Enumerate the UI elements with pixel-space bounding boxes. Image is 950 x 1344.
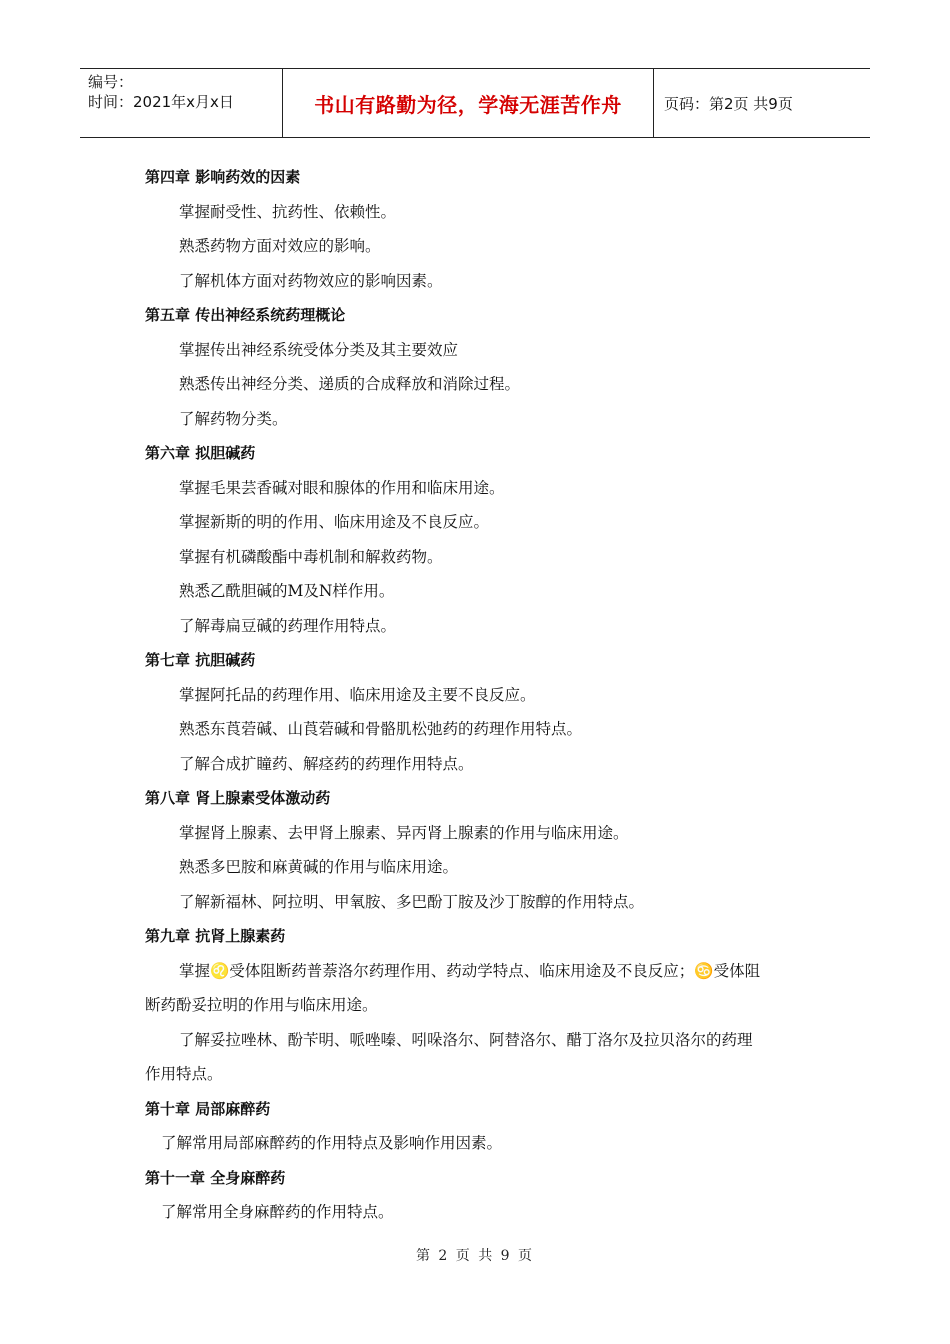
chapter-heading: 第八章 肾上腺素受体激动药 — [145, 789, 331, 807]
syllabus-item-continuation: 作用特点。 — [145, 1065, 223, 1083]
document-body — [145, 160, 815, 1230]
syllabus-item: 熟悉传出神经分类、递质的合成释放和消除过程。 — [179, 375, 521, 393]
page-footer: 第 2 页 共 9 页 — [415, 1248, 535, 1264]
syllabus-item: 熟悉药物方面对效应的影响。 — [179, 237, 381, 255]
syllabus-item-continuation: 断药酚妥拉明的作用与临床用途。 — [145, 996, 378, 1014]
syllabus-item: 了解机体方面对药物效应的影响因素。 — [179, 271, 443, 290]
syllabus-item: 了解常用局部麻醉药的作用特点及影响作用因素。 — [161, 1134, 503, 1152]
syllabus-item: 掌握♌受体阻断药普萘洛尔药理作用、药动学特点、临床用途及不良反应；♋受体阻 — [179, 961, 761, 980]
header-info-cell — [80, 69, 283, 137]
syllabus-item: 掌握新斯的明的作用、临床用途及不良反应。 — [179, 513, 490, 531]
syllabus-item: 了解常用全身麻醉药的作用特点。 — [161, 1203, 394, 1221]
syllabus-item: 掌握肾上腺素、去甲肾上腺素、异丙肾上腺素的作用与临床用途。 — [179, 823, 629, 842]
page-header — [80, 68, 870, 138]
syllabus-item: 掌握有机磷酸酯中毒机制和解救药物。 — [179, 547, 443, 566]
chapter-heading: 第十章 局部麻醉药 — [145, 1099, 271, 1118]
chapter-heading: 第十一章 全身麻醉药 — [145, 1168, 286, 1187]
chapter-heading: 第七章 抗胆碱药 — [145, 651, 256, 669]
syllabus-item: 掌握耐受性、抗药性、依赖性。 — [179, 202, 397, 221]
syllabus-item: 掌握传出神经系统受体分类及其主要效应 — [179, 340, 459, 359]
chapter-heading: 第九章 抗肾上腺素药 — [145, 927, 286, 945]
chapter-heading: 第五章 传出神经系统药理概论 — [145, 306, 346, 324]
motto-text: 书山有路勤为径，学海无涯苦作舟 — [314, 92, 622, 117]
header-motto-cell — [283, 69, 654, 137]
syllabus-item: 了解妥拉唑林、酚苄明、哌唑嗪、吲哚洛尔、阿替洛尔、醋丁洛尔及拉贝洛尔的药理 — [179, 1030, 753, 1049]
chapter-heading: 第四章 影响药效的因素 — [145, 168, 301, 186]
serial-number-label: 编号： — [88, 73, 134, 91]
page-number-label: 页码：第2页 共9页 — [664, 94, 793, 113]
syllabus-item: 熟悉乙酰胆碱的M及N样作用。 — [179, 582, 395, 600]
chapter-heading: 第六章 拟胆碱药 — [145, 444, 256, 462]
syllabus-item: 掌握阿托品的药理作用、临床用途及主要不良反应。 — [179, 685, 536, 704]
syllabus-item: 掌握毛果芸香碱对眼和腺体的作用和临床用途。 — [179, 478, 505, 497]
syllabus-item: 了解药物分类。 — [179, 409, 288, 428]
syllabus-item: 了解毒扁豆碱的药理作用特点。 — [179, 616, 397, 635]
header-page-cell — [654, 69, 870, 137]
syllabus-item: 了解新福林、阿拉明、甲氧胺、多巴酚丁胺及沙丁胺醇的作用特点。 — [179, 892, 645, 911]
syllabus-item: 熟悉东莨菪碱、山莨菪碱和骨骼肌松弛药的药理作用特点。 — [179, 720, 583, 738]
syllabus-item: 熟悉多巴胺和麻黄碱的作用与临床用途。 — [179, 858, 459, 876]
date-label: 时间：2021年x月x日 — [88, 93, 234, 111]
syllabus-item: 了解合成扩瞳药、解痉药的药理作用特点。 — [179, 754, 474, 773]
